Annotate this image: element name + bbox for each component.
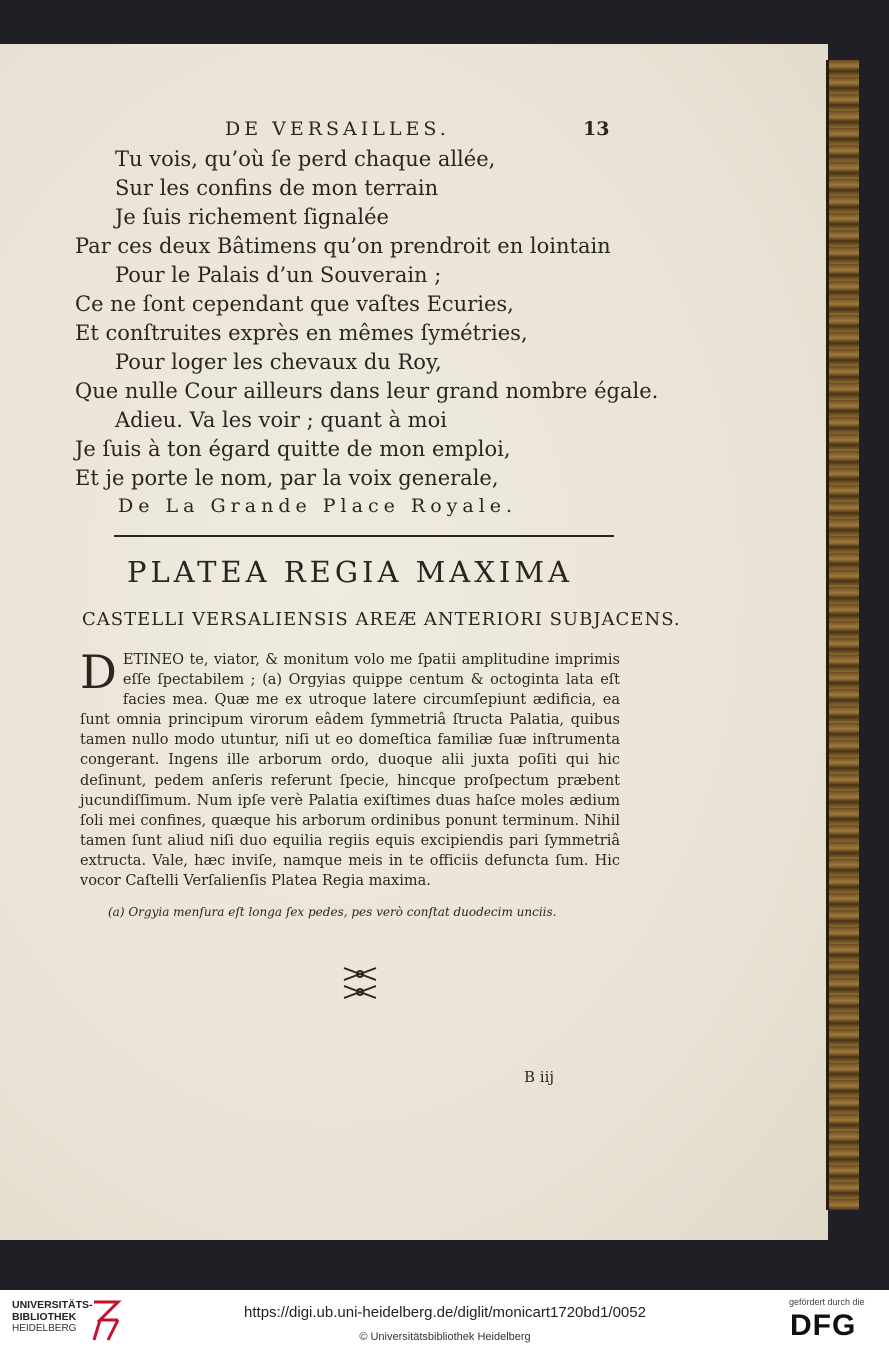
funded-by-label: gefördert durch die <box>789 1297 865 1307</box>
verse-line: Sur les confins de mon terrain <box>115 176 439 200</box>
verse-line: Pour loger les chevaux du Roy, <box>115 350 442 374</box>
printer-ornament-icon <box>340 962 380 1002</box>
verse-line: Et je porte le nom, par la voix generale, <box>75 466 499 490</box>
verse-line-final: De La Grande Place Royale. <box>118 495 518 517</box>
verse-line: Et conſtruites exprès en mêmes ſymétries, <box>75 321 528 345</box>
verse-line: Je ſuis à ton égard quitte de mon emploi, <box>75 437 511 461</box>
library-name-line2: BIBLIOTHEK <box>12 1310 77 1323</box>
copyright-notice: © Universitätsbibliothek Heidelberg <box>359 1331 531 1343</box>
book-spine <box>826 60 859 1210</box>
page-number: 13 <box>583 118 610 140</box>
verse-line: Tu vois, qu’où ſe perd chaque allée, <box>115 147 496 171</box>
document-url-link[interactable]: https://digi.ub.uni-heidelberg.de/diglit/monicart1720bd1/0052 <box>244 1304 646 1321</box>
running-head-title: DE VERSAILLES. <box>225 118 450 140</box>
library-name-line3: HEIDELBERG <box>12 1323 77 1334</box>
footnote: (a) Orgyia menſura eſt longa ſex pedes, pes verò conſtat duodecim unciis. <box>108 905 557 919</box>
verse-line: Adieu. Va les voir ; quant à moi <box>115 408 447 432</box>
verse-line: Pour le Palais d’un Souverain ; <box>115 263 442 287</box>
dfg-logo[interactable]: DFG <box>790 1309 857 1342</box>
library-logo-icon[interactable] <box>90 1298 124 1344</box>
drop-cap: D <box>80 645 117 699</box>
library-name-line1: UNIVERSITÄTS- <box>12 1299 93 1311</box>
body-paragraph-text: ETINEO te, viator, & monitum volo me ſpatii amplitudine imprimis eſſe ſpectabilem ; (a) Orgyias quippe centum & octoginta lata eſt facies mea. Quæ me ex utroque latere circumſepiunt ædificia, ea ſunt omnia principum virorum eâdem ſymmetriâ ſtructa Palatia, quibus tamen nullo modo utuntur, niſi ut eo domeſtica familiæ ſuæ inſtrumenta congerant. Ingens ille arborum ordo, duoque alii juxta poſiti qui hic deſinunt, pedem anſeris referunt ſpecie, hincque proſpectum præbent jucundiſſimum. Num ipſe verè Palatia exiſtimes duas haſce moles ædium ſoli mei confines, quæque his arborum ordinibus ponunt terminum. Nihil tamen ſunt aliud niſi duo equilia regiis equis excipiendis pari ſymmetriâ extructa. Vale, hæc inviſe, namque meis in te officiis defuncta ſum. Hic vocor Caſtelli Verſalienſis Platea Regia maxima. <box>80 652 620 890</box>
verse-line: Par ces deux Bâtimens qu’on prendroit en lointain <box>75 234 611 258</box>
verse-line: Ce ne ſont cependant que vaſtes Ecuries, <box>75 292 514 316</box>
viewer-footer <box>0 1290 889 1354</box>
signature-mark: B iij <box>524 1068 555 1086</box>
verse-line: Que nulle Cour ailleurs dans leur grand nombre égale. <box>75 379 659 403</box>
section-title: PLATEA REGIA MAXIMA <box>127 555 573 589</box>
section-rule <box>114 535 614 537</box>
body-paragraph <box>80 645 620 891</box>
section-subtitle: CASTELLI VERSALIENSIS AREÆ ANTERIORI SUBJACENS. <box>82 609 681 630</box>
verse-line: Je ſuis richement ſignalée <box>115 205 389 229</box>
library-logo-text[interactable] <box>12 1300 93 1335</box>
